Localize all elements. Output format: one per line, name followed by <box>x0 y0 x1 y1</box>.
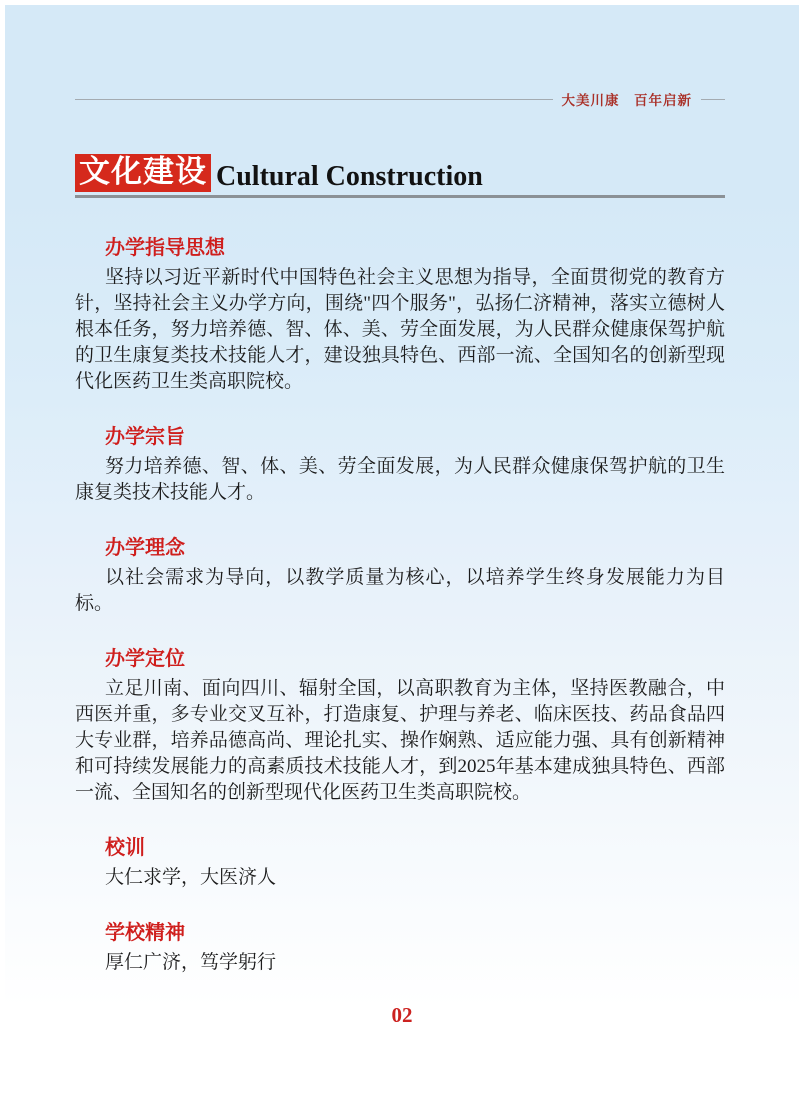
section-school-positioning <box>75 649 725 806</box>
motto-rule-left <box>75 99 553 100</box>
section-body: 厚仁广济，笃学躬行 <box>105 951 277 973</box>
page-title-chinese: 文化建设 <box>75 154 211 192</box>
section-school-philosophy <box>75 538 725 617</box>
section-body: 以社会需求为导向，以教学质量为核心，以培养学生终身发展能力为目标。 <box>75 566 725 614</box>
section-body: 坚持以习近平新时代中国特色社会主义思想为指导，全面贯彻党的教育方针，坚持社会主义办学方向，围绕"四个服务"，弘扬仁济精神，落实立德树人根本任务，努力培养德、智、体、美、劳全面发展，为人民群众健康保驾护航的卫生康复类技术技能人才，建设独具特色、西部一流、全国知名的创新型现代化医药卫生类高职院校。 <box>75 266 725 392</box>
section-body: 大仁求学，大医济人 <box>105 866 277 888</box>
section-heading: 办学指导思想 <box>105 236 225 259</box>
section-heading: 学校精神 <box>105 921 185 944</box>
top-motto-header <box>75 89 725 109</box>
section-heading: 校训 <box>105 836 145 859</box>
page-content <box>75 5 725 1094</box>
page-sheet <box>5 5 799 1094</box>
section-heading: 办学定位 <box>105 647 185 670</box>
section-guiding-ideology <box>75 238 725 395</box>
section-body: 努力培养德、智、体、美、劳全面发展，为人民群众健康保驾护航的卫生康复类技术技能人才。 <box>75 455 725 503</box>
section-heading: 办学宗旨 <box>105 425 185 448</box>
section-school-purpose <box>75 427 725 506</box>
motto-text: 大美川康 百年启新 <box>561 93 692 108</box>
title-underline-rule <box>75 195 725 198</box>
page-number: 02 <box>391 1003 413 1027</box>
motto-rule-right <box>701 99 725 100</box>
section-school-motto <box>75 838 725 891</box>
page-title <box>75 154 725 192</box>
section-school-spirit <box>75 923 725 976</box>
page-title-english: Cultural Construction <box>216 160 483 192</box>
section-body: 立足川南、面向四川、辐射全国，以高职教育为主体，坚持医教融合，中西医并重，多专业交叉互补，打造康复、护理与养老、临床医技、药品食品四大专业群，培养品德高尚、理论扎实、操作娴熟、适应能力强、具有创新精神和可持续发展能力的高素质技术技能人才，到2025年基本建成独具特色、西部一流、全国知名的创新型现代化医药卫生类高职院校。 <box>75 677 725 803</box>
section-heading: 办学理念 <box>105 536 185 559</box>
